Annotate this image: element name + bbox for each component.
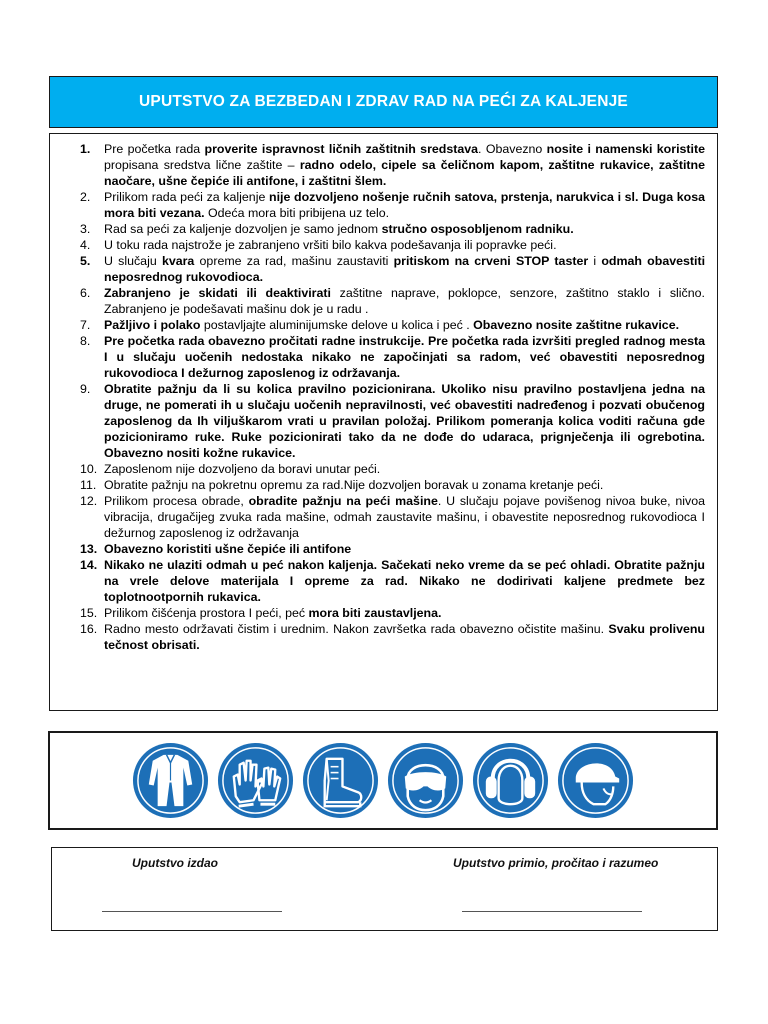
rule-item xyxy=(80,477,705,493)
rule-number: 16. xyxy=(80,622,98,636)
rule-number: 13. xyxy=(80,542,98,556)
rule-text-bold: Svaku prolivenu tečnost obrisati. xyxy=(104,622,705,652)
rule-text: Prilikom čišćenja prostora I peći, peć xyxy=(104,606,309,620)
rule-text: Obratite pažnju na pokretnu opremu za rad.Nije dozvoljen boravak u zonama kretanje peći. xyxy=(104,478,604,492)
rule-text: Prilikom rada peći za kaljenje xyxy=(104,190,269,204)
rule-text-bold: stručno osposobljenom radniku. xyxy=(381,222,574,236)
safety-goggles-icon xyxy=(386,741,465,820)
rule-item xyxy=(80,493,705,541)
rule-text: Zaposlenom nije dozvoljeno da boravi unutar peći. xyxy=(104,462,381,476)
rule-item xyxy=(80,605,705,621)
rule-text-bold: pritiskom na crveni STOP taster xyxy=(393,254,589,268)
rule-number: 7. xyxy=(80,318,91,332)
rule-text-bold: Obratite pažnju da li su kolica pravilno pozicionirana. Ukoliko nisu pravilno postavljena jedna na druge, ne pomerati ih u slučaju uočenih nepravilnosti, već obavestiti nadređenog i pozvati obučenog zaposlenog da Ih viljuškarom vrati u pravilan položaj. Prilikom pomeranja kolica voditi računa gde pozicioniramo ruke. Ruke pozicionirati tako da ne dođe do udaraca, prignječenja ili ogrebotina. Obavezno nositi kožne rukavice. xyxy=(104,382,705,460)
rule-text-bold: mora biti zaustavljena. xyxy=(308,606,442,620)
rule-text-bold: Obavezno koristiti ušne čepiće ili antifone xyxy=(104,542,352,556)
rule-item xyxy=(80,461,705,477)
rule-text-bold: Pažljivo i polako xyxy=(104,318,201,332)
rule-text: Radno mesto održavati čistim i urednim. Nakon završetka rada obavezno očistite mašinu. xyxy=(104,622,609,636)
rule-number: 11. xyxy=(80,478,97,492)
rule-text: U slučaju xyxy=(104,254,162,268)
rule-text: Pre početka rada xyxy=(104,142,205,156)
rule-text: opreme za rad, mašinu zaustaviti xyxy=(194,254,394,268)
ear-protection-icon xyxy=(471,741,550,820)
rule-text: i xyxy=(588,254,602,268)
rule-text-bold: Zabranjeno je skidati ili deaktivirati xyxy=(104,286,331,300)
rule-text-bold: Nikako ne ulaziti odmah u peć nakon kaljenja. Sačekati neko vreme da se peć ohladi. Obratite pažnju na vrele delove materijala I opreme za rad. Nikako ne dodirivati kaljene predmete bez toplotnootpornih rukavica. xyxy=(104,558,705,604)
rule-text-bold: proverite ispravnost ličnih zaštitnih sredstava xyxy=(204,142,479,156)
rule-text: postavljajte aluminijumske delove u kolica i peć . xyxy=(200,318,474,332)
protective-suit-icon xyxy=(131,741,210,820)
safety-boots-icon xyxy=(301,741,380,820)
rule-number: 14. xyxy=(80,558,98,572)
rule-text-bold: nije dozvoljeno nošenje ručnih satova, prstenja, narukvica i sl. Duga kosa mora biti vezana. xyxy=(104,190,705,220)
ppe-icons-panel xyxy=(48,731,718,830)
rules-list xyxy=(50,134,717,653)
sign-off-panel xyxy=(51,847,718,931)
rule-number: 8. xyxy=(80,334,91,348)
rule-item xyxy=(80,557,705,605)
rule-item xyxy=(80,285,705,317)
rule-text: propisana sredstva lične zaštite – xyxy=(104,158,300,172)
rule-text: U toku rada najstrože je zabranjeno vršiti bilo kakva podešavanja ili popravke peći. xyxy=(104,238,557,252)
rule-number: 2. xyxy=(80,190,91,204)
rule-text: . U slučaju pojave povišenog nivoa buke, nivoa vibracija, drugačijeg zvuka rada mašine, odmah zaustavite mašinu, i obavestite neposrednog rukovodioca I dežurnog zaposlenog iz održavanja xyxy=(104,494,705,540)
hard-hat-icon xyxy=(556,741,635,820)
rule-number: 6. xyxy=(80,286,91,300)
issued-by-signature-line[interactable] xyxy=(102,911,282,912)
rules-panel xyxy=(49,133,718,711)
rule-number: 15. xyxy=(80,606,98,620)
rule-text: Rad sa peći za kaljenje dozvoljen je samo jednom xyxy=(104,222,382,236)
rule-number: 4. xyxy=(80,238,91,252)
rule-text-bold: obradite pažnju na peći mašine xyxy=(248,494,438,508)
rule-text-bold: radno odelo, cipele sa čeličnom kapom, zaštitne rukavice, zaštitne naočare, ušne čepiće ili antifone, i zaštitni šlem. xyxy=(104,158,705,188)
rule-item xyxy=(80,333,705,381)
rule-item xyxy=(80,189,705,221)
rule-number: 10. xyxy=(80,462,98,476)
rule-text: . Obavezno xyxy=(478,142,547,156)
rule-text-bold: nosite i namenski koristite xyxy=(546,142,705,156)
rule-number: 5. xyxy=(80,254,91,268)
rule-text: Odeća mora biti pribijena uz telo. xyxy=(204,206,390,220)
rule-item xyxy=(80,381,705,461)
page-title: UPUTSTVO ZA BEZBEDAN I ZDRAV RAD NA PEĆI ZA KALJENJE xyxy=(139,93,628,110)
rule-number: 1. xyxy=(80,142,91,156)
rule-text: Prilikom procesa obrade, xyxy=(104,494,249,508)
rule-number: 3. xyxy=(80,222,91,236)
rule-text-bold: kvara xyxy=(161,254,195,268)
gloves-icon xyxy=(216,741,295,820)
rule-item xyxy=(80,237,705,253)
rule-number: 12. xyxy=(80,494,98,508)
rule-text-bold: Obavezno nosite zaštitne rukavice. xyxy=(473,318,680,332)
rule-item xyxy=(80,541,705,557)
rule-item xyxy=(80,141,705,189)
rule-text-bold: Pre početka rada obavezno pročitati radne instrukcije. Pre početka rada izvršiti pregled radnog mesta I u slučaju uočenih nedostaka nikako ne započinjati sa radom, već obavestiti neposrednog rukovodioca I dežurnog zaposlenog iz održavanja. xyxy=(104,334,705,380)
received-by-signature-line[interactable] xyxy=(462,911,642,912)
rule-text: zaštitne naprave, poklopce, senzore, zaštitno staklo i slično. Zabranjeno je podešavati mašinu dok je u radu . xyxy=(104,286,705,316)
rule-item xyxy=(80,621,705,653)
rule-item xyxy=(80,317,705,333)
rule-number: 9. xyxy=(80,382,91,396)
issued-by-label: Uputstvo izdao xyxy=(132,856,218,870)
rule-item xyxy=(80,253,706,285)
title-banner xyxy=(49,76,718,128)
rule-text-bold: odmah obavestiti neposrednog rukovodioca. xyxy=(104,254,706,284)
rule-item xyxy=(80,221,705,237)
received-by-label: Uputstvo primio, pročitao i razumeo xyxy=(453,856,659,870)
